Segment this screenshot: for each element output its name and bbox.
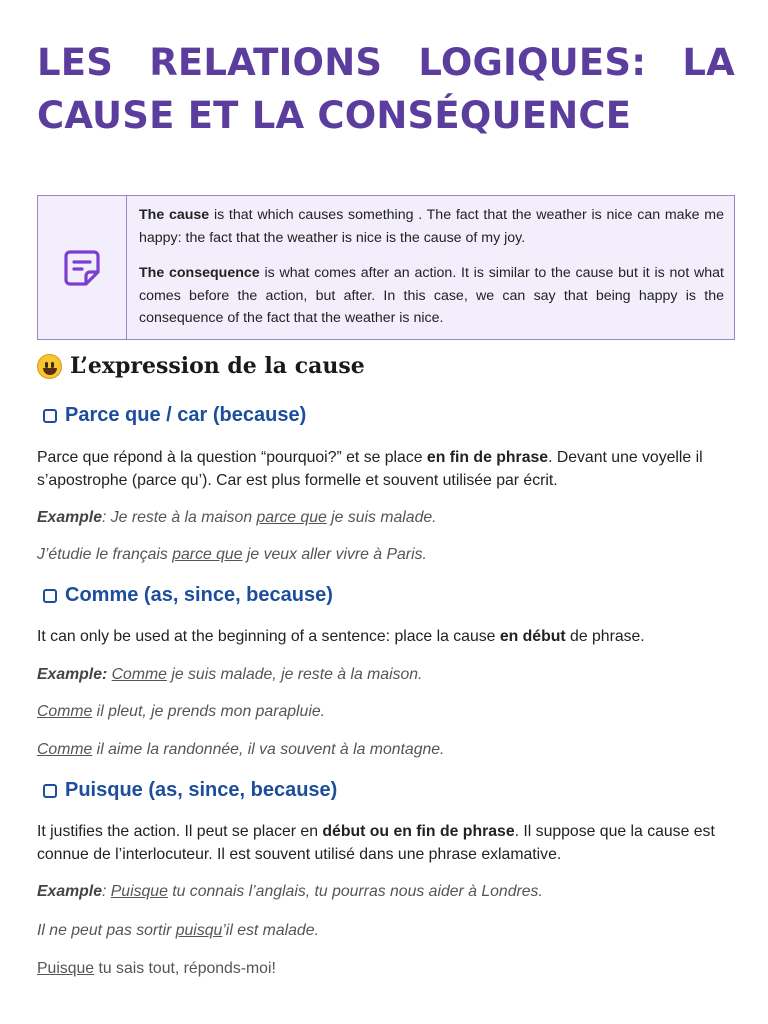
- underlined-connector: Puisque: [110, 883, 168, 900]
- comme-heading: [43, 584, 333, 607]
- parce-que-description: [37, 446, 737, 492]
- text: J’étudie le français: [37, 546, 173, 563]
- checkbox-icon: [43, 589, 57, 603]
- puisque-example-3: [37, 957, 737, 980]
- bold-text: en fin de phrase: [426, 449, 549, 466]
- definition-callout: [37, 195, 735, 340]
- parce-que-example-1: [37, 506, 737, 529]
- text: It can only be used at the beginning of a sentence: place la cause: [37, 628, 500, 645]
- underlined-connector: Comme: [37, 703, 93, 720]
- comme-description: [37, 625, 737, 648]
- comme-example-2: [37, 700, 737, 723]
- smiley-icon: [37, 354, 62, 379]
- comme-heading-text: Comme (as, since, because): [65, 584, 333, 606]
- cause-text: is that which causes something . The fact that the weather is nice can make me happy: the fact that the weather is nice is the cause of my joy.: [139, 207, 724, 246]
- page-title: LES RELATIONS LOGIQUES: LA CAUSE ET LA CONSÉQUENCE: [37, 41, 735, 137]
- underlined-connector: parce que: [256, 509, 327, 526]
- checkbox-icon: [43, 409, 57, 423]
- parce-que-example-2: [37, 543, 737, 566]
- text: It justifies the action. Il peut se placer en: [37, 823, 323, 840]
- puisque-example-1: [37, 880, 737, 903]
- text: :: [101, 883, 111, 900]
- puisque-description: [37, 820, 737, 866]
- consequence-term: The consequence: [139, 265, 260, 281]
- example-label: Example:: [37, 666, 108, 683]
- underlined-connector: Comme: [37, 741, 93, 758]
- text: je suis malade, je reste à la maison.: [166, 666, 423, 683]
- sticky-note-icon: [60, 246, 104, 290]
- callout-text: [127, 196, 734, 339]
- text: tu connais l’anglais, tu pourras nous aider à Londres.: [167, 883, 543, 900]
- bold-text: en début: [499, 628, 566, 645]
- text: : Je reste à la maison: [101, 509, 257, 526]
- text: je veux aller vivre à Paris.: [242, 546, 427, 563]
- consequence-definition: [139, 262, 724, 330]
- underlined-connector: puisqu: [175, 922, 223, 939]
- section-title: L’expression de la cause: [70, 353, 365, 379]
- section-heading: [37, 353, 365, 379]
- bold-text: début ou en fin de phrase: [322, 823, 515, 840]
- text: . Devant une voyelle il s’apostrophe (parce qu’). Car est plus formelle et souvent utilisée par écrit.: [37, 449, 703, 489]
- parce-que-heading: [43, 404, 306, 427]
- consequence-text: is what comes after an action. It is similar to the cause but it is not what comes before the action, but after. In this case, we can say that being happy is the consequence of the fact that the weather is nice.: [139, 265, 724, 326]
- cause-definition: [139, 204, 724, 249]
- text: il pleut, je prends mon parapluie.: [92, 703, 326, 720]
- puisque-heading-text: Puisque (as, since, because): [65, 779, 338, 801]
- checkbox-icon: [43, 784, 57, 798]
- example-label: Example: [37, 509, 102, 526]
- cause-term: The cause: [139, 207, 210, 223]
- text: de phrase.: [565, 628, 645, 645]
- callout-icon-cell: [38, 196, 127, 339]
- example-label: Example: [37, 883, 102, 900]
- underlined-connector: Comme: [111, 666, 167, 683]
- text: Il ne peut pas sortir: [37, 922, 176, 939]
- text: Parce que répond à la question “pourquoi?” et se place: [37, 449, 427, 466]
- text: ’il est malade.: [222, 922, 319, 939]
- puisque-heading: [43, 779, 337, 802]
- underlined-connector: Puisque: [37, 960, 95, 977]
- text: tu sais tout, réponds-moi!: [94, 960, 276, 977]
- comme-example-3: [37, 738, 737, 761]
- parce-que-heading-text: Parce que / car (because): [65, 404, 307, 426]
- comme-example-1: [37, 663, 737, 686]
- text: je suis malade.: [326, 509, 437, 526]
- underlined-connector: parce que: [172, 546, 243, 563]
- puisque-example-2: [37, 919, 737, 942]
- text: il aime la randonnée, il va souvent à la montagne.: [92, 741, 445, 758]
- text: . Il suppose que la cause est connue de l’interlocuteur. Il est souvent utilisé dans une phrase exlamative.: [37, 823, 715, 863]
